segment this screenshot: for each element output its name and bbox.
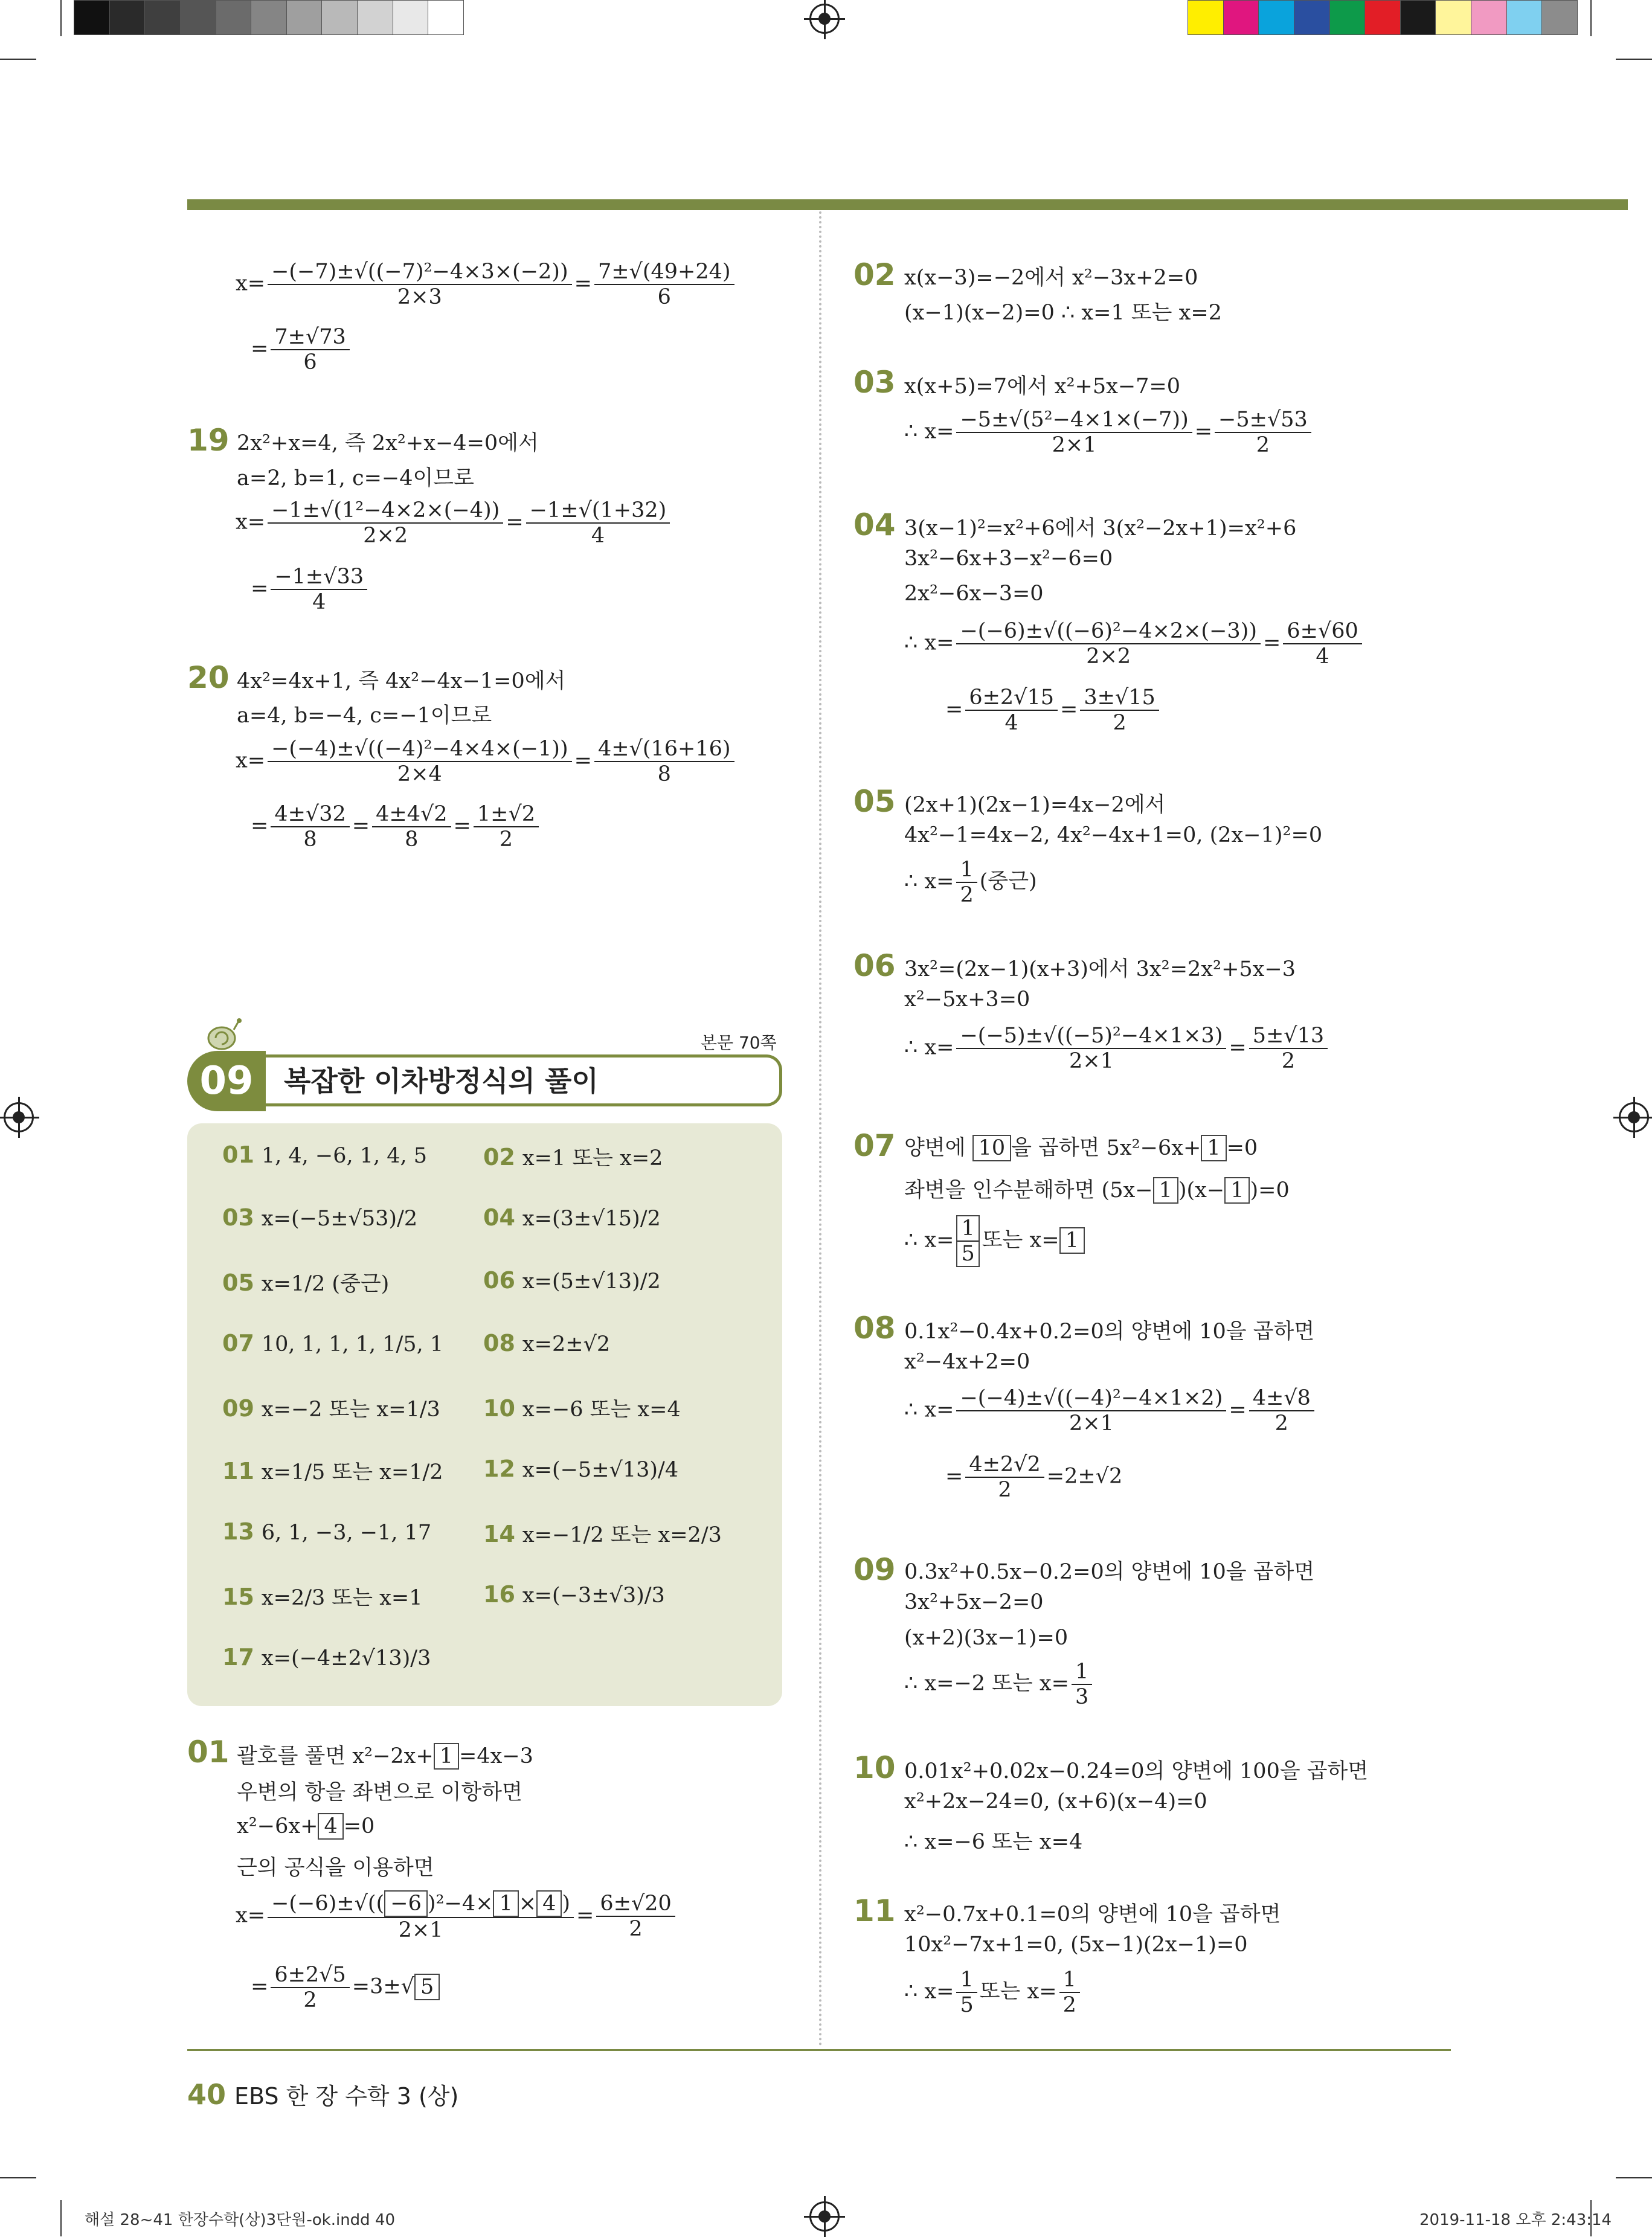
- answer-value: x=(3±√15)/2: [522, 1207, 661, 1231]
- q04-line5: = $\frac{6\pm 2√15}{4}$ = $\frac{3\pm√15}{2}$: [945, 685, 1162, 735]
- answer-key: 08: [483, 1330, 515, 1356]
- q06-line3: ∴ x= $\frac{\text{−(−5)±√((−5)²−4×1×3)}}{2\times 1}$ = $\frac{5\pm√13}{2}$: [904, 1024, 1330, 1073]
- q09-number: 09: [853, 1552, 896, 1587]
- q08-line4: = $\frac{4\pm 2√2}{2}$ =2±√2: [945, 1452, 1123, 1502]
- answer-item: [222, 1518, 431, 1545]
- color-swatch: [428, 0, 464, 35]
- answer-item: [483, 1330, 610, 1356]
- color-swatch: [109, 0, 146, 35]
- answer-item: [483, 1141, 663, 1172]
- color-swatch: [1435, 0, 1471, 35]
- answer-value: x=−2 또는 x=1/3: [261, 1398, 440, 1422]
- q02-line2: (x−1)(x−2)=0 ∴ x=1 또는 x=2: [904, 301, 1222, 325]
- page-number: 40: [187, 2078, 227, 2111]
- answer-key: 10: [483, 1395, 515, 1422]
- answer-key: 02: [483, 1144, 515, 1170]
- answer-item: [483, 1518, 722, 1549]
- color-swatch: [357, 0, 393, 35]
- color-swatch: [1541, 0, 1578, 35]
- q07-number: 07: [853, 1128, 896, 1163]
- answer-key: 17: [222, 1644, 254, 1671]
- answer-item: [222, 1393, 440, 1423]
- q10-line3: ∴ x=−6 또는 x=4: [904, 1830, 1083, 1854]
- answer-value: x=(5±√13)/2: [522, 1269, 661, 1294]
- q19-line2: a=2, b=1, c=−4이므로: [237, 466, 474, 490]
- answer-key: 07: [222, 1330, 254, 1356]
- color-swatch: [251, 0, 287, 35]
- section-title: 복잡한 이차방정식의 풀이: [284, 1065, 599, 1097]
- answer-key: 04: [483, 1204, 515, 1231]
- section-header: [187, 1051, 782, 1111]
- color-swatch: [74, 0, 110, 35]
- q10-line2: x²+2x−24=0, (x+6)(x−4)=0: [904, 1789, 1207, 1814]
- header-rule: [187, 199, 1628, 210]
- q19-line4: = $\frac{-1\pm√33}{4}$: [251, 565, 370, 614]
- q06-line1: 3x²=(2x−1)(x+3)에서 3x²=2x²+5x−3: [904, 957, 1296, 981]
- q01-line2: 우변의 항을 좌변으로 이항하면: [237, 1780, 522, 1805]
- answer-value: x=(−5±√13)/4: [522, 1458, 679, 1482]
- q20-number: 20: [187, 660, 230, 695]
- answer-item: [222, 1581, 423, 1611]
- answer-item: [222, 1330, 443, 1356]
- color-swatch: [1258, 0, 1294, 35]
- answer-item: [222, 1267, 389, 1297]
- answer-key: 12: [483, 1455, 515, 1482]
- answer-key: 01: [222, 1141, 254, 1168]
- answer-item: [483, 1393, 681, 1423]
- answer-value: x=(−5±√53)/2: [261, 1207, 418, 1231]
- footer: [187, 2078, 458, 2111]
- slug-file-info: 해설 28~41 한장수학(상)3단원-ok.indd 40: [85, 2211, 396, 2229]
- color-swatch: [321, 0, 358, 35]
- answer-item: [222, 1644, 431, 1671]
- q11-number: 11: [853, 1893, 896, 1928]
- answer-item: [483, 1581, 665, 1608]
- q03-line2: ∴ x= $\frac{\text{−5±√(5²−4×1×(−7))}}{2\times 1}$ = $\frac{-5\pm√53}{2}$: [904, 408, 1314, 457]
- answer-key: 16: [483, 1581, 515, 1608]
- q20-line4: = $\frac{4\pm√32}{8}$ = $\frac{4\pm 4√2}{8}$ = $\frac{1\pm√2}{2}$: [251, 802, 541, 852]
- q04-line1: 3(x−1)²=x²+6에서 3(x²−2x+1)=x²+6: [904, 516, 1297, 541]
- answer-item: [222, 1455, 443, 1486]
- q01-line5: x= $\frac{\text{−(−6)±√(( −6 )²−4× 1 × 4 )}}{2\times 1}$ = $\frac{6\pm√20}{2}$: [236, 1890, 678, 1942]
- q05-line1: (2x+1)(2x−1)=4x−2에서: [904, 793, 1166, 817]
- q05-number: 05: [853, 784, 896, 819]
- q19-line1: 2x²+x=4, 즉 2x²+x−4=0에서: [237, 431, 539, 455]
- crop-mark: [0, 59, 36, 60]
- answer-value: x=−1/2 또는 x=2/3: [522, 1523, 722, 1547]
- color-swatch: [144, 0, 181, 35]
- crop-mark: [1616, 2177, 1652, 2178]
- column-divider: [819, 211, 821, 2047]
- answer-value: x=2/3 또는 x=1: [261, 1586, 423, 1610]
- q08-line2: x²−4x+2=0: [904, 1350, 1030, 1374]
- answer-key: 05: [222, 1269, 254, 1296]
- snail-mascot-icon: [202, 1018, 245, 1054]
- color-swatch: [1329, 0, 1366, 35]
- answer-value: 6, 1, −3, −1, 17: [261, 1521, 432, 1545]
- answer-value: x=2±√2: [522, 1332, 611, 1356]
- registration-mark-right: [1619, 1102, 1649, 1132]
- color-swatch: [286, 0, 323, 35]
- q11-line3: ∴ x= $\frac{1}{5}$ 또는 x= $\frac{1}{2}$: [904, 1968, 1082, 2017]
- q07-line1: 양변에 10 을 곱하면 5x²−6x+ 1 =0: [904, 1131, 1258, 1161]
- answer-value: 1, 4, −6, 1, 4, 5: [261, 1144, 428, 1168]
- color-swatch: [1471, 0, 1507, 35]
- q01-line6: = $\frac{6\pm 2√5}{2}$ =3±√ 5: [251, 1963, 440, 2012]
- crop-mark: [1616, 59, 1652, 60]
- q04-number: 04: [853, 507, 896, 542]
- answer-key: 03: [222, 1204, 254, 1231]
- answer-key: 13: [222, 1518, 254, 1545]
- q04-line3: 2x²−6x−3=0: [904, 582, 1044, 606]
- q06-number: 06: [853, 948, 896, 983]
- answer-key: 15: [222, 1584, 254, 1610]
- q18-line1: x= $\frac{\text{−(−7)±√((−7)²−4×3×(−2))}}{2\times 3}$ = $\frac{7\pm√(49+24)}{6}$: [236, 260, 737, 309]
- book-title: EBS 한 장 수학 3 (상): [234, 2083, 459, 2110]
- answer-item: [483, 1267, 661, 1294]
- q07-line2: 좌변을 인수분해하면 (5x− 1 )(x− 1 )=0: [904, 1173, 1290, 1204]
- q20-line1: 4x²=4x+1, 즉 4x²−4x−1=0에서: [237, 669, 566, 693]
- answer-item: [483, 1455, 678, 1482]
- answer-value: x=(−3±√3)/3: [522, 1584, 665, 1608]
- grayscale-color-bar: [74, 0, 463, 35]
- color-swatch: [1506, 0, 1543, 35]
- q20-line2: a=4, b=−4, c=−1이므로: [237, 704, 492, 728]
- q04-line4: ∴ x= $\frac{\text{−(−6)±√((−6)²−4×2×(−3))}}{2\times 2}$ = $\frac{6\pm√60}{4}$: [904, 619, 1364, 669]
- q08-line1: 0.1x²−0.4x+0.2=0의 양변에 10을 곱하면: [904, 1320, 1315, 1344]
- page-reference: 본문 70쪽: [701, 1033, 777, 1053]
- q10-line1: 0.01x²+0.02x−0.24=0의 양변에 100을 곱하면: [904, 1759, 1369, 1783]
- q05-line2: 4x²−1=4x−2, 4x²−4x+1=0, (2x−1)²=0: [904, 823, 1323, 847]
- answer-key: 14: [483, 1521, 515, 1547]
- q11-line2: 10x²−7x+1=0, (5x−1)(2x−1)=0: [904, 1933, 1248, 1957]
- answer-value: x=1/5 또는 x=1/2: [261, 1460, 443, 1484]
- color-swatch: [1188, 0, 1224, 35]
- answer-item: [222, 1141, 427, 1168]
- q01-line4: 근의 공식을 이용하면: [237, 1856, 434, 1880]
- q10-number: 10: [853, 1750, 896, 1785]
- color-swatch: [393, 0, 429, 35]
- q11-line1: x²−0.7x+0.1=0의 양변에 10을 곱하면: [904, 1902, 1281, 1927]
- color-swatch: [1294, 0, 1330, 35]
- q07-line3: ∴ x= $\frac{1}{5}$ 또는 x= 1: [904, 1215, 1085, 1267]
- crop-mark: [60, 0, 62, 36]
- q06-line2: x²−5x+3=0: [904, 987, 1030, 1012]
- q09-line1: 0.3x²+0.5x−0.2=0의 양변에 10을 곱하면: [904, 1560, 1315, 1584]
- q08-number: 08: [853, 1311, 896, 1346]
- q09-line2: 3x²+5x−2=0: [904, 1590, 1044, 1614]
- answer-value: x=1 또는 x=2: [522, 1146, 663, 1170]
- q03-line1: x(x+5)=7에서 x²+5x−7=0: [904, 374, 1181, 399]
- q01-line3: x²−6x+ 4 =0: [237, 1813, 374, 1840]
- answer-value: 10, 1, 1, 1, 1/5, 1: [261, 1332, 444, 1356]
- registration-mark-top: [809, 4, 840, 34]
- slug-date: 2019-11-18 오후 2:43:14: [1419, 2211, 1612, 2229]
- q02-number: 02: [853, 257, 896, 292]
- answer-value: x=−6 또는 x=4: [522, 1398, 681, 1422]
- answer-item: [222, 1204, 417, 1231]
- section-number: 09: [187, 1051, 266, 1111]
- q04-line2: 3x²−6x+3−x²−6=0: [904, 547, 1113, 571]
- answer-key: 06: [483, 1267, 515, 1294]
- q01-number: 01: [187, 1735, 230, 1770]
- crop-mark: [0, 2177, 36, 2178]
- color-swatch: [1400, 0, 1436, 35]
- registration-mark-left: [4, 1102, 34, 1132]
- q01-line1: 괄호를 풀면 x²−2x+ 1 =4x−3: [237, 1739, 533, 1770]
- answer-value: x=(−4±2√13)/3: [261, 1646, 431, 1671]
- q02-line1: x(x−3)=−2에서 x²−3x+2=0: [904, 266, 1198, 290]
- color-swatch: [1364, 0, 1401, 35]
- q03-number: 03: [853, 365, 896, 400]
- q08-line3: ∴ x= $\frac{\text{−(−4)±√((−4)²−4×1×2)}}{2\times 1}$ = $\frac{4\pm√8}{2}$: [904, 1386, 1317, 1436]
- answer-item: [483, 1204, 661, 1231]
- q19-number: 19: [187, 423, 230, 458]
- color-swatch: [216, 0, 252, 35]
- q20-line3: x= $\frac{\text{−(−4)±√((−4)²−4×4×(−1))}}{2\times 4}$ = $\frac{4\pm√(16+16)}{8}$: [236, 737, 737, 786]
- color-swatch: [180, 0, 216, 35]
- answer-key: 09: [222, 1395, 254, 1422]
- footer-rule: [187, 2049, 1451, 2051]
- q09-line3: (x+2)(3x−1)=0: [904, 1626, 1069, 1650]
- crop-mark: [1590, 0, 1592, 36]
- crop-mark: [60, 2200, 62, 2236]
- color-swatch: [1223, 0, 1259, 35]
- answer-key: 11: [222, 1458, 254, 1484]
- q09-line4: ∴ x=−2 또는 x= $\frac{1}{3}$: [904, 1660, 1094, 1709]
- registration-mark-bottom: [809, 2201, 840, 2232]
- q19-line3: x= $\frac{\text{−1±√(1²−4×2×(−4))}}{2\times 2}$ = $\frac{-1\pm√(1+32)}{4}$: [236, 498, 672, 548]
- q05-line3: ∴ x= $\frac{1}{2}$ (중근): [904, 858, 1037, 907]
- q18-line2: = $\frac{7\pm√73}{6}$: [251, 325, 352, 374]
- process-color-bar: [1188, 0, 1577, 35]
- answer-value: x=1/2 (중근): [261, 1272, 390, 1296]
